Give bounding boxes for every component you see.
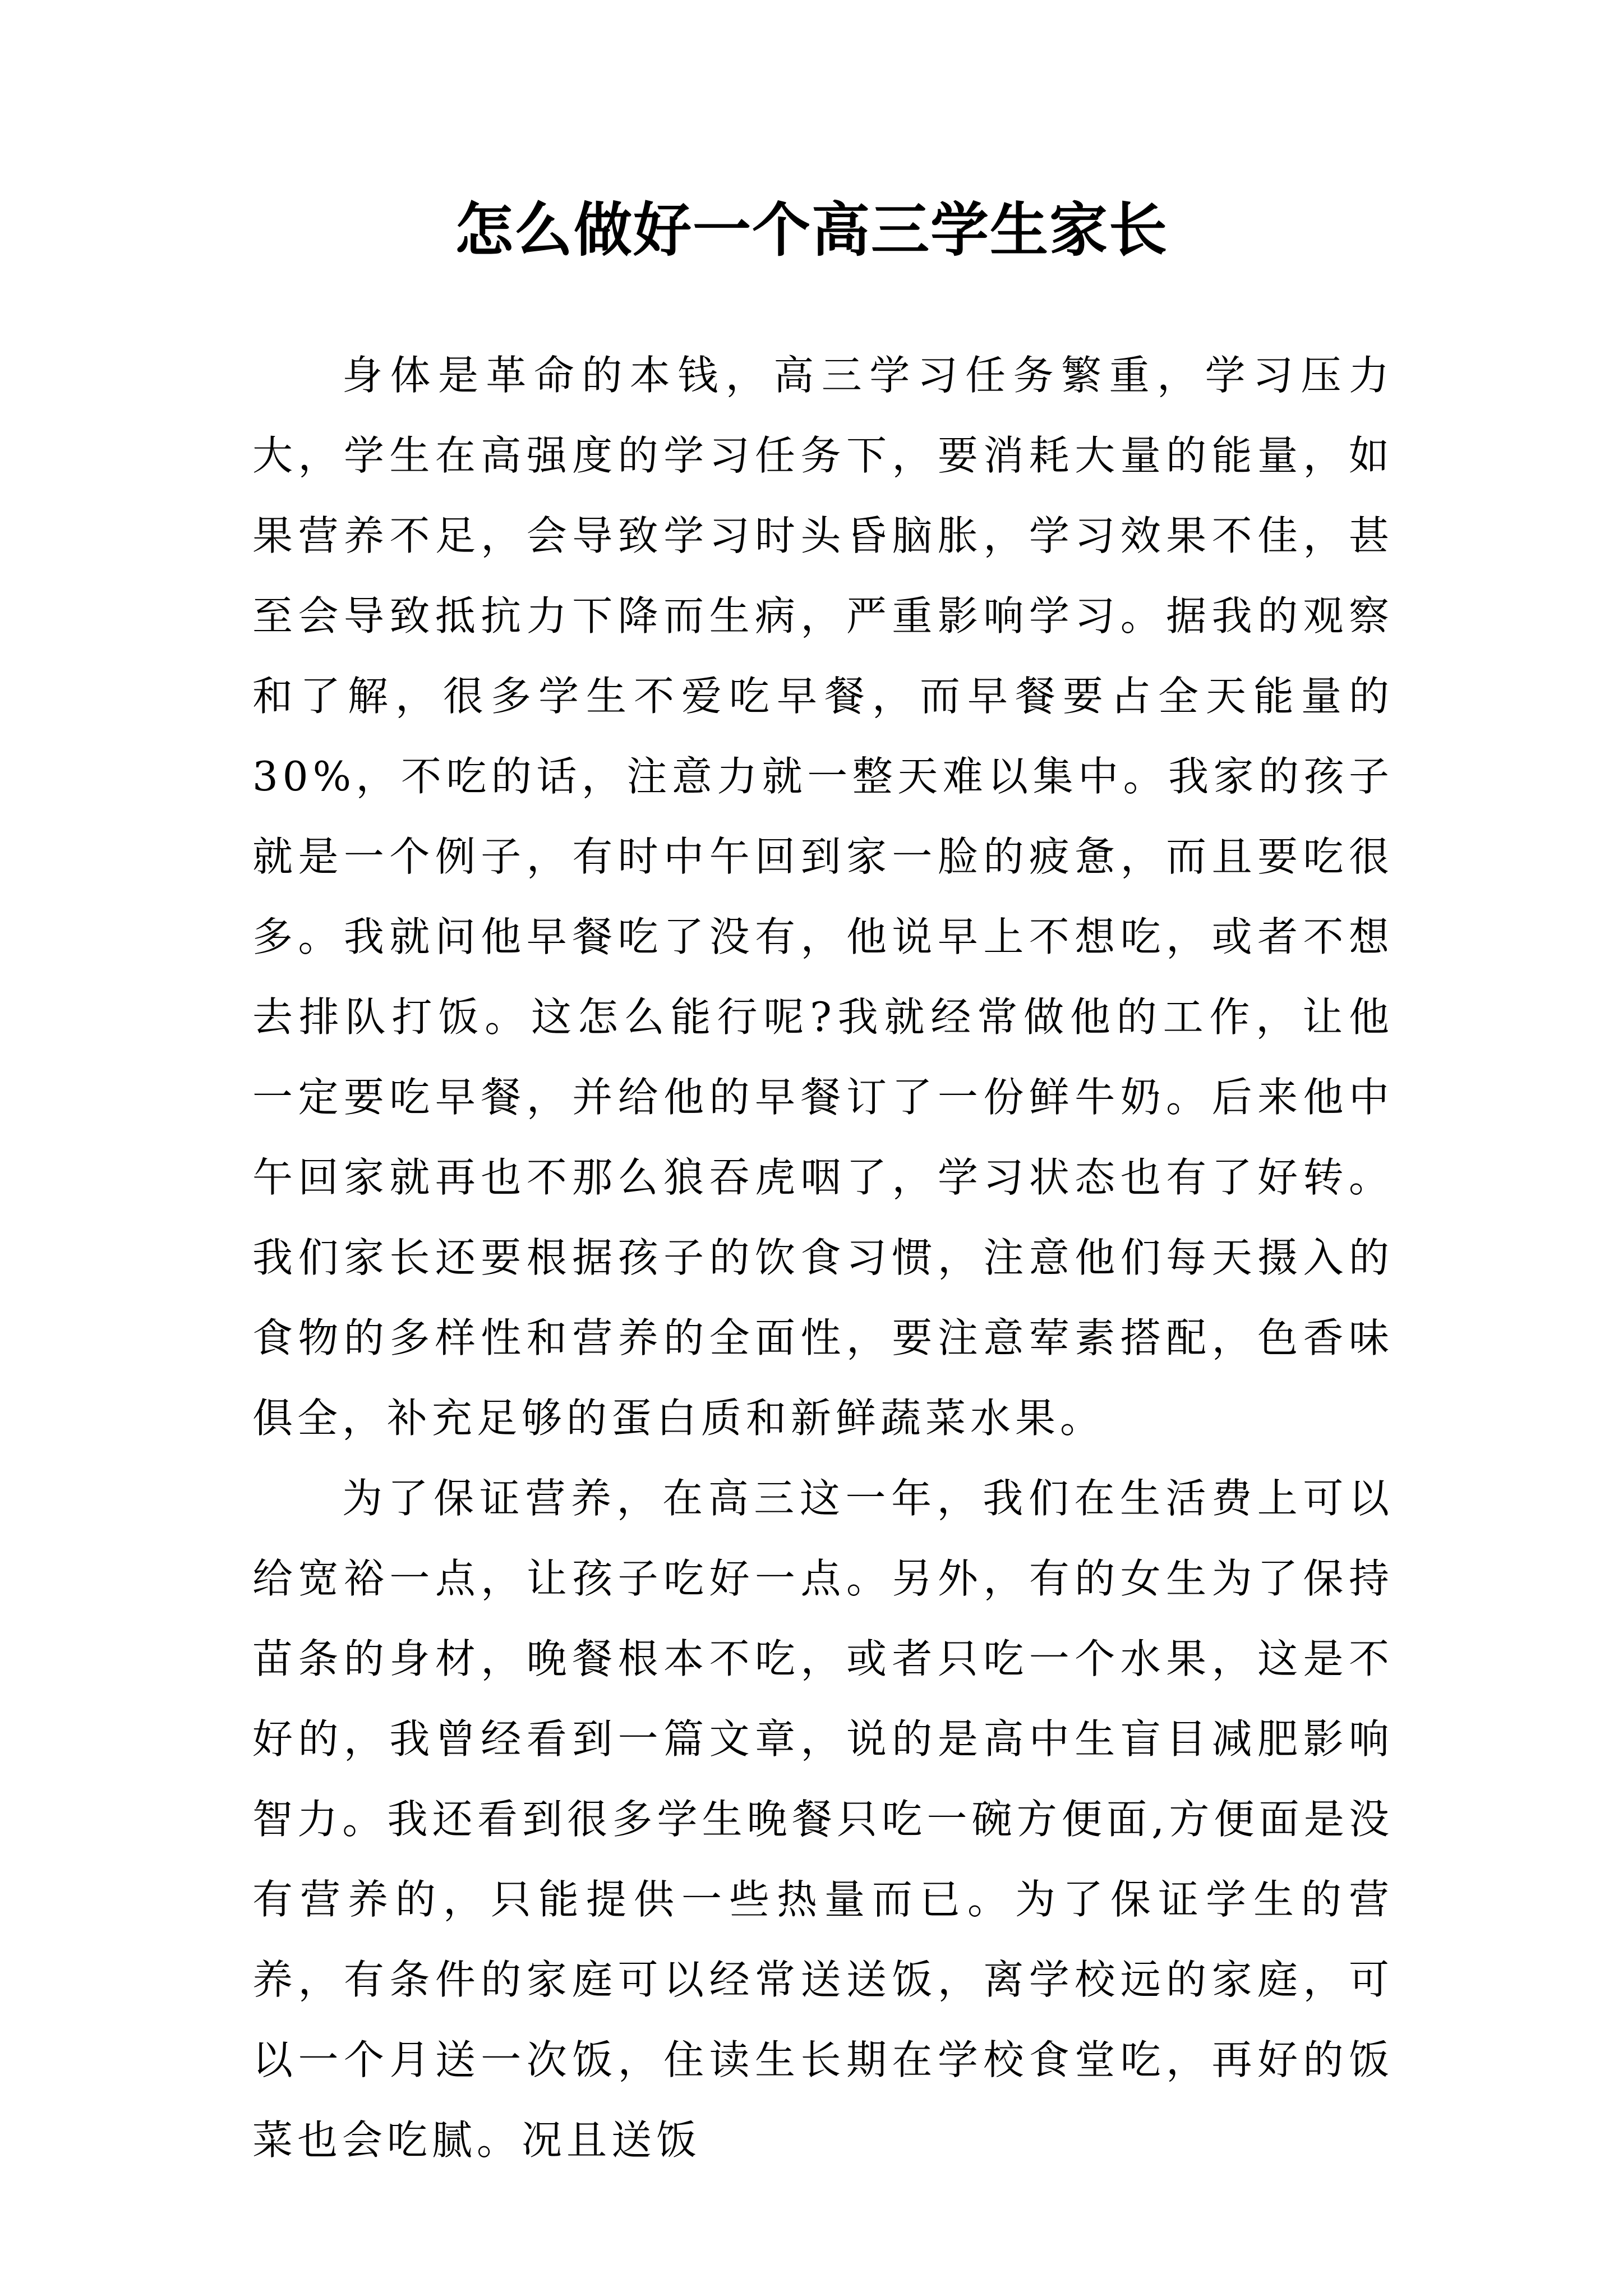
- document-title: 怎么做好一个高三学生家长: [454, 195, 1168, 264]
- paragraph-nutrition-dinner: 为了保证营养，在高三这一年，我们在生活费上可以给宽裕一点，让孩子吃好一点。另外，有的女生为了保持苗条的身材，晚餐根本不吃，或者只吃一个水果，这是不好的，我曾经看到一篇文章，说的是高中生盲目减肥影响智力。我还看到很多学生晚餐只吃一碗方便面,方便面是没有营养的，只能提供一些热量而已。为了保证学生的营养，有条件的家庭可以经常送送饭，离学校远的家庭，可以一个月送一次饭，住读生长期在学校食堂吃，再好的饭菜也会吃腻。况且送饭: [252, 1475, 1394, 2164]
- document-body: [252, 335, 1394, 2180]
- paragraph-nutrition-breakfast: 身体是革命的本钱，高三学习任务繁重，学习压力大，学生在高强度的学习任务下，要消耗大量的能量，如果营养不足，会导致学习时头昏脑胀，学习效果不佳，甚至会导致抵抗力下降而生病，严重影响学习。据我的观察和了解，很多学生不爱吃早餐，而早餐要占全天能量的30%，不吃的话，注意力就一整天难以集中。我家的孩子就是一个例子，有时中午回到家一脸的疲惫，而且要吃很多。我就问他早餐吃了没有，他说早上不想吃，或者不想去排队打饭。这怎么能行呢?我就经常做他的工作，让他一定要吃早餐，并给他的早餐订了一份鲜牛奶。后来他中午回家就再也不那么狼吞虎咽了，学习状态也有了好转。我们家长还要根据孩子的饮食习惯，注意他们每天摄入的食物的多样性和营养的全面性，要注意荤素搭配，色香味俱全，补充足够的蛋白质和新鲜蔬菜水果。: [252, 352, 1394, 1442]
